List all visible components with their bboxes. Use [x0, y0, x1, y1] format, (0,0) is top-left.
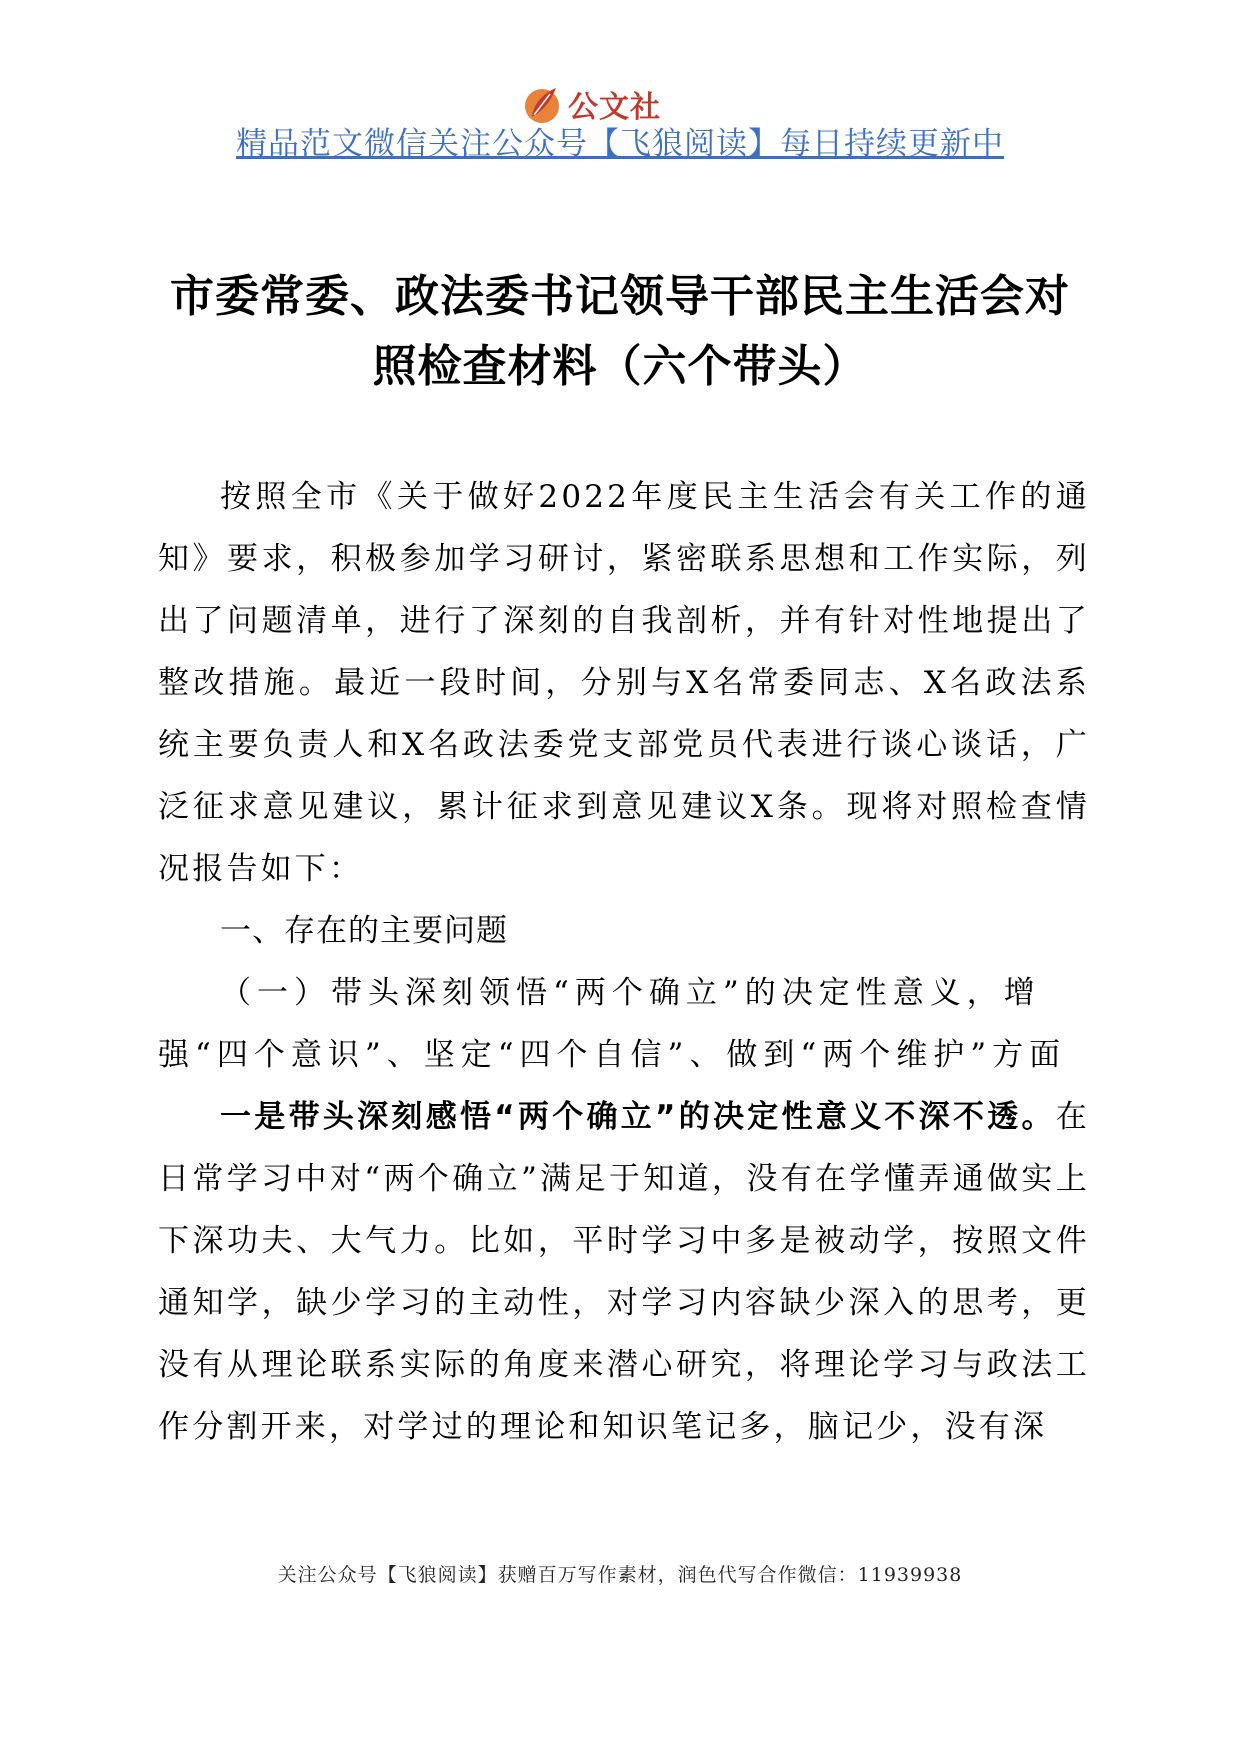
subsection-heading: （一）带头深刻领悟“两个确立”的决定性意义，增强“四个意识”、坚定“四个自信”、做到“两个维护”方面: [158, 975, 1067, 1073]
point-text: 在日常学习中对“两个确立”满足于知道，没有在学懂弄通做实上下深功夫、大气力。比如，平时学习中多是被动学，按照文件通知学，缺少学习的主动性，对学习内容缺少深入的思考，更没有从理论联系实际的角度来潜心研究，将理论学习与政法工作分割开来，对学过的理论和知识笔记多，脑记少，没有深: [158, 1099, 1090, 1445]
intro-paragraph: 按照全市《关于做好2022年度民主生活会有关工作的通知》要求，积极参加学习研讨，紧密联系思想和工作实际，列出了问题清单，进行了深刻的自我剖析，并有针对性地提出了整改措施。最近一段时间，分别与X名常委同志、X名政法系统主要负责人和X名政法委党支部党员代表进行谈心谈话，广泛征求意见建议，累计征求到意见建议X条。现将对照检查情况报告如下：: [158, 479, 1090, 887]
title-line-2: 照检查材料（六个带头）: [372, 341, 868, 392]
logo-text: 公文社: [568, 90, 661, 125]
document-body: [158, 466, 1090, 1458]
page-footer: 关注公众号【飞狼阅读】获赠百万写作素材，润色代写合作微信：11939938: [277, 1564, 963, 1586]
section-heading: 一、存在的主要问题: [220, 913, 508, 949]
point-paragraph: [158, 1086, 1090, 1458]
document-title: [100, 262, 1140, 402]
point-lead: 一是带头深刻感悟“两个确立”的决定性意义不深不透。: [220, 1099, 1056, 1135]
header-promo-link[interactable]: 精品范文微信关注公众号【飞狼阅读】每日持续更新中: [236, 126, 1004, 162]
title-line-1: 市委常委、政法委书记领导干部民主生活会对: [170, 271, 1070, 322]
